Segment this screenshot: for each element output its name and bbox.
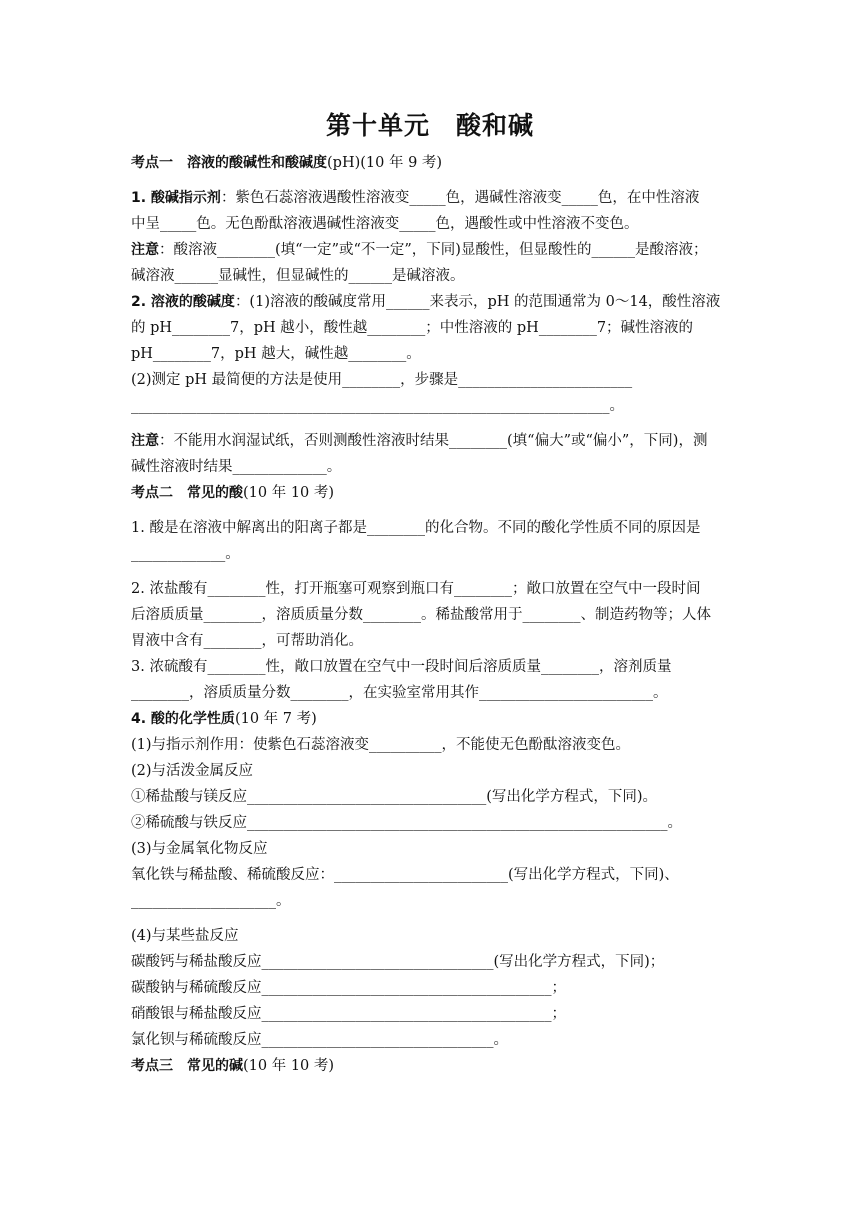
text-line (131, 393, 731, 419)
line-text: 碱溶液______显碱性，但显碱性的______是碱溶液。 (131, 268, 465, 284)
line-text: 中呈_____色。无色酚酞溶液遇碱性溶液变_____色，遇酸性或中性溶液不变色。 (131, 216, 639, 232)
text-line (131, 541, 731, 567)
line-text: ____________________。 (131, 893, 291, 909)
text-line (131, 367, 731, 393)
text-line (131, 263, 731, 289)
line-text: (2)与活泼金属反应 (131, 763, 254, 779)
line-text: 硝酸银与稀盐酸反应________________________________________； (131, 1006, 566, 1022)
text-line (131, 862, 731, 888)
text-line (131, 341, 731, 367)
line-text: ：酸溶液________(填“一定”或“不一定”，下同)显酸性，但显酸性的______是酸溶液； (159, 242, 708, 258)
line-text: 2. 浓盐酸有________性，打开瓶塞可观察到瓶口有________；敞口放置在空气中一段时间 (131, 581, 701, 597)
text-line (131, 185, 731, 211)
text-line (131, 810, 731, 836)
section-heading-suffix: (pH)(10 年 9 考) (327, 155, 443, 171)
text-line (131, 706, 731, 732)
text-line (131, 680, 731, 706)
text-line (131, 654, 731, 680)
bold-term: 1. 酸碱指示剂 (131, 190, 221, 206)
section-heading-title: 考点三 常见的碱 (131, 1058, 243, 1074)
section-heading-suffix: (10 年 10 考) (243, 1058, 335, 1074)
bold-term: 4. 酸的化学性质 (131, 711, 235, 727)
line-text: pH________7，pH 越大，碱性越________。 (131, 346, 421, 362)
line-text: _____________。 (131, 546, 240, 562)
line-text: (10 年 7 考) (234, 711, 317, 727)
document-body (131, 150, 731, 1088)
line-text: 碱性溶液时结果_____________。 (131, 459, 342, 475)
text-line (131, 576, 731, 602)
bold-term: 2. 溶液的酸碱度 (131, 294, 235, 310)
section-heading-suffix: (10 年 10 考) (243, 485, 335, 501)
section-heading-title: 考点二 常见的酸 (131, 485, 243, 501)
section-heading-title: 考点一 溶液的酸碱性和酸碱度 (131, 155, 327, 171)
line-text: ①稀盐酸与镁反应_________________________________(写出化学方程式，下同)。 (131, 789, 658, 805)
text-line (131, 949, 731, 975)
text-line (131, 888, 731, 914)
text-line (131, 1027, 731, 1053)
line-text: 胃液中含有________，可帮助消化。 (131, 633, 363, 649)
section-heading (131, 1053, 731, 1079)
line-text: 3. 浓硫酸有________性，敞口放置在空气中一段时间后溶质质量________，溶剂质量 (131, 659, 672, 675)
line-text: 的 pH________7，pH 越小，酸性越________；中性溶液的 pH________7；碱性溶液的 (131, 320, 694, 336)
line-text: ：不能用水润湿试纸，否则测酸性溶液时结果________(填“偏大”或“偏小”，下同)，测 (159, 433, 708, 449)
page-title: 第十单元 酸和碱 (325, 111, 534, 140)
line-text: __________________________________________________________________。 (131, 398, 624, 414)
text-line (131, 211, 731, 237)
line-text: (1)与指示剂作用：使紫色石蕊溶液变__________，不能使无色酚酞溶液变色。 (131, 737, 631, 753)
line-text: ②稀硫酸与铁反应__________________________________________________________。 (131, 815, 682, 831)
text-line (131, 628, 731, 654)
line-text: 碳酸钙与稀盐酸反应________________________________(写出化学方程式，下同)； (131, 954, 665, 970)
section-heading (131, 150, 731, 176)
line-text: 1. 酸是在溶液中解离出的阳离子都是________的化合物。不同的酸化学性质不同的原因是 (131, 520, 701, 536)
text-line (131, 428, 731, 454)
text-line (131, 602, 731, 628)
text-line (131, 923, 731, 949)
line-text: (2)测定 pH 最简便的方法是使用________，步骤是________________________ (131, 372, 633, 388)
text-line (131, 237, 731, 263)
line-text: ：紫色石蕊溶液遇酸性溶液变_____色，遇碱性溶液变_____色，在中性溶液 (220, 190, 700, 206)
text-line (131, 732, 731, 758)
line-text: 后溶质质量________，溶质质量分数________。稀盐酸常用于________、制造药物等；人体 (131, 607, 711, 623)
text-line (131, 454, 731, 480)
text-line (131, 1001, 731, 1027)
text-line (131, 758, 731, 784)
text-line (131, 315, 731, 341)
line-text: 氯化钡与稀硫酸反应________________________________。 (131, 1032, 508, 1048)
text-line (131, 784, 731, 810)
text-line (131, 836, 731, 862)
line-text: (4)与某些盐反应 (131, 928, 239, 944)
bold-term: 注意 (131, 242, 159, 258)
section-heading (131, 480, 731, 506)
line-text: ________，溶质质量分数________，在实验室常用其作________________________。 (131, 685, 668, 701)
line-text: ：(1)溶液的酸碱度常用______来表示，pH 的范围通常为 0～14，酸性溶液 (234, 294, 721, 310)
line-text: 氧化铁与稀盐酸、稀硫酸反应：________________________(写出化学方程式，下同)、 (131, 867, 679, 883)
text-line (131, 515, 731, 541)
text-line (131, 289, 731, 315)
line-text: (3)与金属氧化物反应 (131, 841, 268, 857)
text-line (131, 975, 731, 1001)
bold-term: 注意 (131, 433, 159, 449)
line-text: 碳酸钠与稀硫酸反应________________________________________； (131, 980, 566, 996)
